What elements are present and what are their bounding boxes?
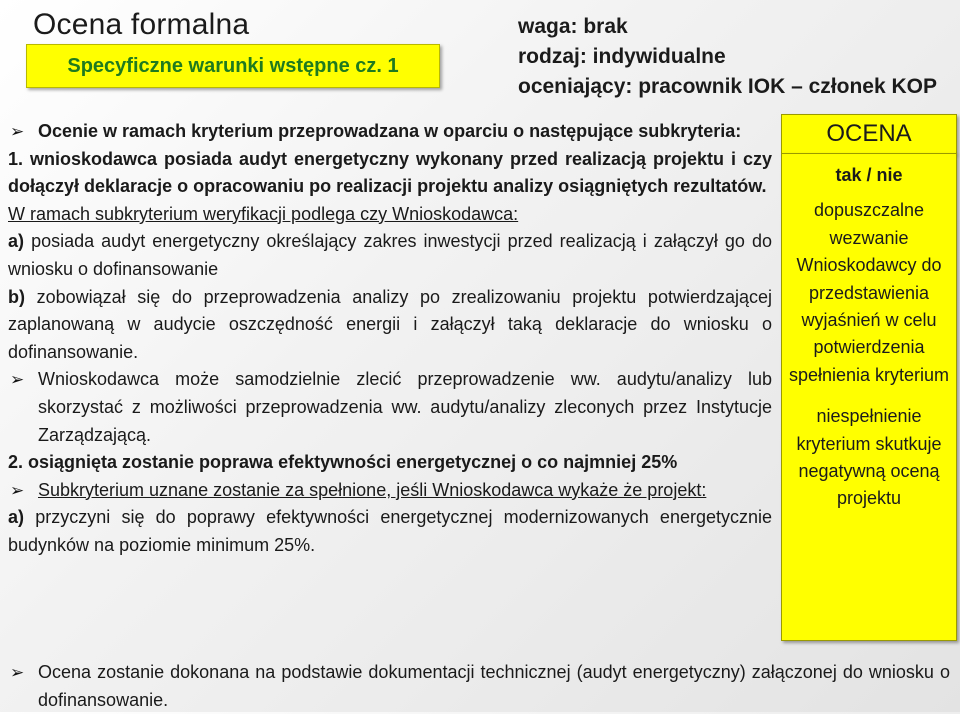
bottom-note — [8, 659, 950, 714]
subcriterion-1-bullet — [8, 366, 772, 449]
subcriterion-1-verify: W ramach subkryterium weryfikacji podlega czy Wnioskodawca: — [8, 203, 519, 224]
item-a-label: a) — [8, 507, 25, 528]
meta-weight: waga: brak — [518, 15, 628, 38]
subcriterion-1-item-b — [8, 284, 772, 367]
ocena-tak-nie: tak / nie — [835, 165, 903, 185]
subcriterion-1-item-a — [8, 228, 772, 283]
ocena-block-negative: niespełnienie kryterium skutkuje negatywną oceną projektu — [796, 406, 942, 509]
ocena-panel — [781, 153, 957, 641]
sub1-bullet-text: Wnioskodawca może samodzielnie zlecić przeprowadzenie ww. audytu/analizy lub skorzystać z możliwości przeprowadzenia ww. audytu/analizy zleconych przez Instytucje Zarządzającą. — [38, 369, 772, 445]
ocena-block-summons: dopuszczalne wezwanie Wnioskodawcy do przedstawienia wyjaśnień w celu potwierdzenia spełnienia kryterium — [788, 200, 950, 385]
subcriterion-2-bullet — [8, 477, 772, 505]
item-a-text: posiada audyt energetyczny określający zakres inwestycji przed realizacją i załączył go do wniosku o dofinansowanie — [8, 231, 772, 279]
arrow-bullet-icon: ➢ — [10, 480, 25, 500]
ocena-heading-text: OCENA — [826, 120, 912, 147]
slide-title: Ocena formalna — [33, 8, 250, 41]
subcriterion-2-item-a — [8, 504, 772, 559]
intro-bullet — [8, 118, 772, 146]
meta-type: rodzaj: indywidualne — [518, 45, 726, 68]
subcriterion-2-heading: 2. osiągnięta zostanie poprawa efektywności energetycznej o co najmniej 25% — [8, 452, 678, 473]
item-b-label: b) — [8, 286, 25, 307]
intro-text: Ocenie w ramach kryterium przeprowadzana w oparciu o następujące subkryteria: — [38, 121, 742, 141]
bottom-bullet — [8, 659, 950, 714]
arrow-bullet-icon: ➢ — [10, 663, 25, 682]
sub2-bullet-text: Subkryterium uznane zostanie za spełnione, jeśli Wnioskodawca wykaże że projekt: — [38, 479, 707, 500]
item-a-text: przyczyni się do poprawy efektywności energetycznej modernizowanych energetycznie budynków na poziomie minimum 25%. — [8, 507, 772, 555]
arrow-bullet-icon: ➢ — [10, 122, 25, 141]
item-b-text: zobowiązał się do przeprowadzenia analizy po zrealizowaniu projektu potwierdzającej zaplanowaną w audycie oszczędność energii i załączył taką deklaracje do wniosku o dofinansowanie. — [8, 286, 772, 362]
subtitle-text: Specyficzne warunki wstępne cz. 1 — [67, 54, 399, 77]
main-content — [8, 118, 772, 560]
subtitle-banner — [26, 44, 440, 88]
subcriterion-1-heading: 1. wnioskodawca posiada audyt energetyczny wykonany przed realizacją projektu i czy dołączył deklaracje o opracowaniu po realizacji projektu analizy osiągniętych rezultatów. — [8, 148, 772, 197]
criteria-meta — [518, 12, 937, 102]
ocena-heading — [781, 114, 957, 154]
item-a-label: a) — [8, 231, 25, 252]
meta-evaluator: oceniający: pracownik IOK – członek KOP — [518, 75, 937, 98]
bottom-bullet-text: Ocena zostanie dokonana na podstawie dokumentacji technicznej (audyt energetyczny) załączonej do wniosku o dofinansowanie. — [38, 662, 950, 710]
arrow-bullet-icon: ➢ — [10, 370, 25, 390]
